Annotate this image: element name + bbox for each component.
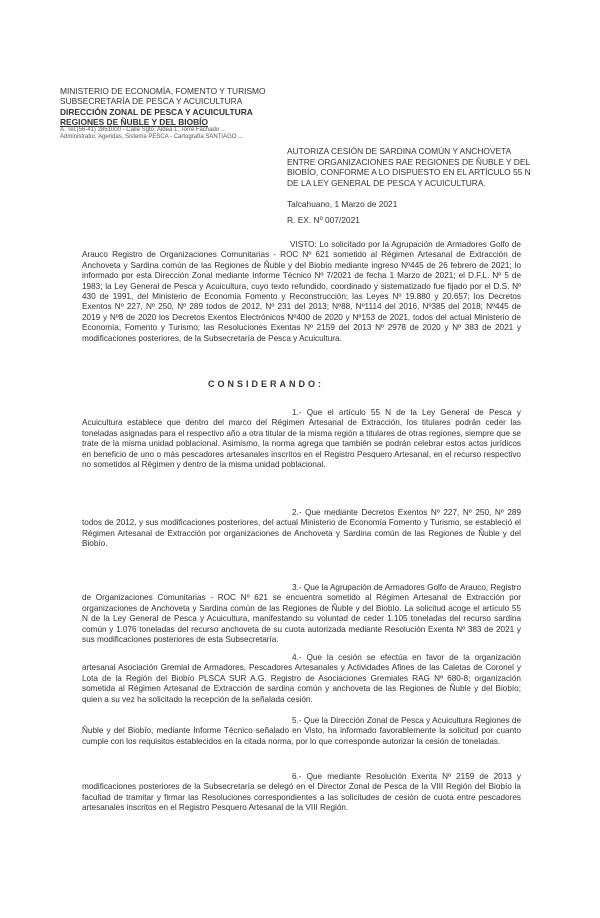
header-regions-line: REGIONES DE ÑUBLE Y DEL BIOBÍO (60, 116, 208, 127)
ministry-header (60, 86, 290, 142)
considerando-6: 6.- Que mediante Resolución Exenta Nº 2159 de 2013 y modificaciones posteriores de la Subsecretaría se delegó en el Director Zonal de Pesca de la VIII Región del Biobío la facultad de tramitar y firmar las Resoluciones correspondientes a las solicitudes de cesión de cuota entre pescadores artesanales inscritos en el Registro Pesquero Artesanal de la VIII Región. (82, 772, 521, 813)
document-reference: AUTORIZA CESIÓN DE SARDINA COMÚN Y ANCHOVETA ENTRE ORGANIZACIONES RAE REGIONES DE ÑUBLE Y DEL BIOBÍO, CONFORME A LO DISPUESTO EN EL ARTÍCULO 55 N DE LA LEY GENERAL DE PESCA Y ACUICULTURA. (287, 146, 531, 188)
considerando-1: 1.- Que el artículo 55 N de la Ley General de Pesca y Acuicultura establece que dentro del marco del Régimen Artesanal de Extracción, los titulares podrán ceder las toneladas asignadas para el respectivo año a otra titular de la misma región a titulares de otras regiones, siempre que se trate de la misma unidad poblacional. Asimismo, la norma agrega que también se podrán celebrar estos actos jurídicos en beneficio de uno o más pescadores artesanales inscritos en el Registro Pesquero Artesanal, en el recurso respectivo no sometidos al Régimen y dentro de la misma unidad poblacional. (82, 408, 521, 470)
document-date: Talcahuano, 1 Marzo de 2021 (287, 199, 398, 209)
header-contact-line: A. Tel.(56-41) 2851000 - Calle Sgto. Aldea 1, Torre Fachado ... (60, 127, 226, 134)
resolution-number: R. EX. Nº 007/2021 (287, 215, 360, 225)
header-directorate-line: DIRECCIÓN ZONAL DE PESCA Y ACUICULTURA (60, 106, 253, 117)
visto-paragraph: VISTO: Lo solicitado por la Agrupación de Armadores Golfo de Arauco Registro de Organizaciones Comunitarias - ROC Nº 621 sometido al Régimen Artesanal de Extracción de Anchoveta y Sardina común de las Regiones de Ñuble y del Biobío mediante ingreso Nº445 de 26 febrero de 2021; lo informado por esta Dirección Zonal mediante Informe Técnico Nº 7/2021 de fecha 1 Marzo de 2021; el D.F.L. Nº 5 de 1983; la Ley General de Pesca y Acuicultura, cuyo texto refundido, coordinado y sistematizado fue fijado por el D.S. Nº 430 de 1991, del Ministerio de Economía Fomento y Reconstrucción; las Leyes Nº 19.880 y 20.657; los Decretos Exentos Nº 227, Nº 250, Nº 289 todos de 2012, Nº 231 del 2013; Nº88, Nº1114 del 2016, Nº385 del 2018; Nº445 de 2019 y Nº8 de 2020 los Decretos Exentos Electrónicos Nº400 de 2020 y Nº153 de 2021, todos del actual Ministerio de Economía, Fomento y Turismo; las Resoluciones Exentas Nº 2159 del 2013 Nº 2978 de 2020 y Nº 383 de 2021 y modificaciones posteriores, de la Subsecretaría de Pesca y Acuicultura. (82, 240, 521, 343)
considerando-3: 3.- Que la Agrupación de Armadores Golfo de Arauco, Registro de Organizaciones Comunitarias - ROC Nº 621 se encuentra sometido al Régimen Artesanal de Extracción por organizaciones de Anchoveta y Sardina común de las Regiones de Ñuble y del Biobío. La solicitud acoge el artículo 55 N de la Ley General de Pesca y Acuicultura, manifestando su voluntad de ceder 1.105 toneladas del recurso sardina común y 1.076 toneladas del recurso anchoveta de su cuota autorizada mediante Resolución Exenta Nº 383 de 2021 y sus modificaciones posteriores de esta Subsecretaría. (82, 583, 521, 645)
header-ministry-line: MINISTERIO DE ECONOMÍA, FOMENTO Y TURISMO (60, 86, 266, 96)
considerando-4: 4.- Que la cesión se efectúa en favor de la organización artesanal Asociación Gremial de Armadores, Pescadores Artesanales y Actividades Afines de las Caletas de Coronel y Lota de la Región del Biobío PLSCA SUR A.G. Registro de Asociaciones Gremiales RAG Nº 680-8; organización sometida al Régimen Artesanal de Extracción de sardina común y anchoveta de las Regiones de Ñuble y del Biobío; quien a su vez ha solicitado la recepción de la señalada cesión. (82, 653, 521, 704)
considerando-5: 5.- Que la Dirección Zonal de Pesca y Acuicultura Regiones de Ñuble y del Biobío, mediante Informe Técnico señalado en Visto, ha informado favorablemente la solicitud por cuanto cumple con los requisitos establecidos en la citada norma, por lo que corresponde autorizar la cesión de toneladas. (82, 716, 521, 746)
considerando-heading: CONSIDERANDO: (208, 379, 325, 389)
header-undersecretary-line: SUBSECRETARÍA DE PESCA Y ACUICULTURA (60, 96, 243, 107)
header-address-line: Administrator, Agendas, Sistema PESCA - Cartografía SANTIAGO ... (60, 134, 244, 141)
considerando-2: 2.- Que mediante Decretos Exentos Nº 227, Nº 250, Nº 289 todos de 2012, y sus modificaciones posteriores, del actual Ministerio de Economía Fomento y Turismo, se estableció el Régimen Artesanal de Extracción por organizaciones de Anchoveta y Sardina común de las Regiones de Ñuble y del Biobío. (82, 508, 521, 549)
